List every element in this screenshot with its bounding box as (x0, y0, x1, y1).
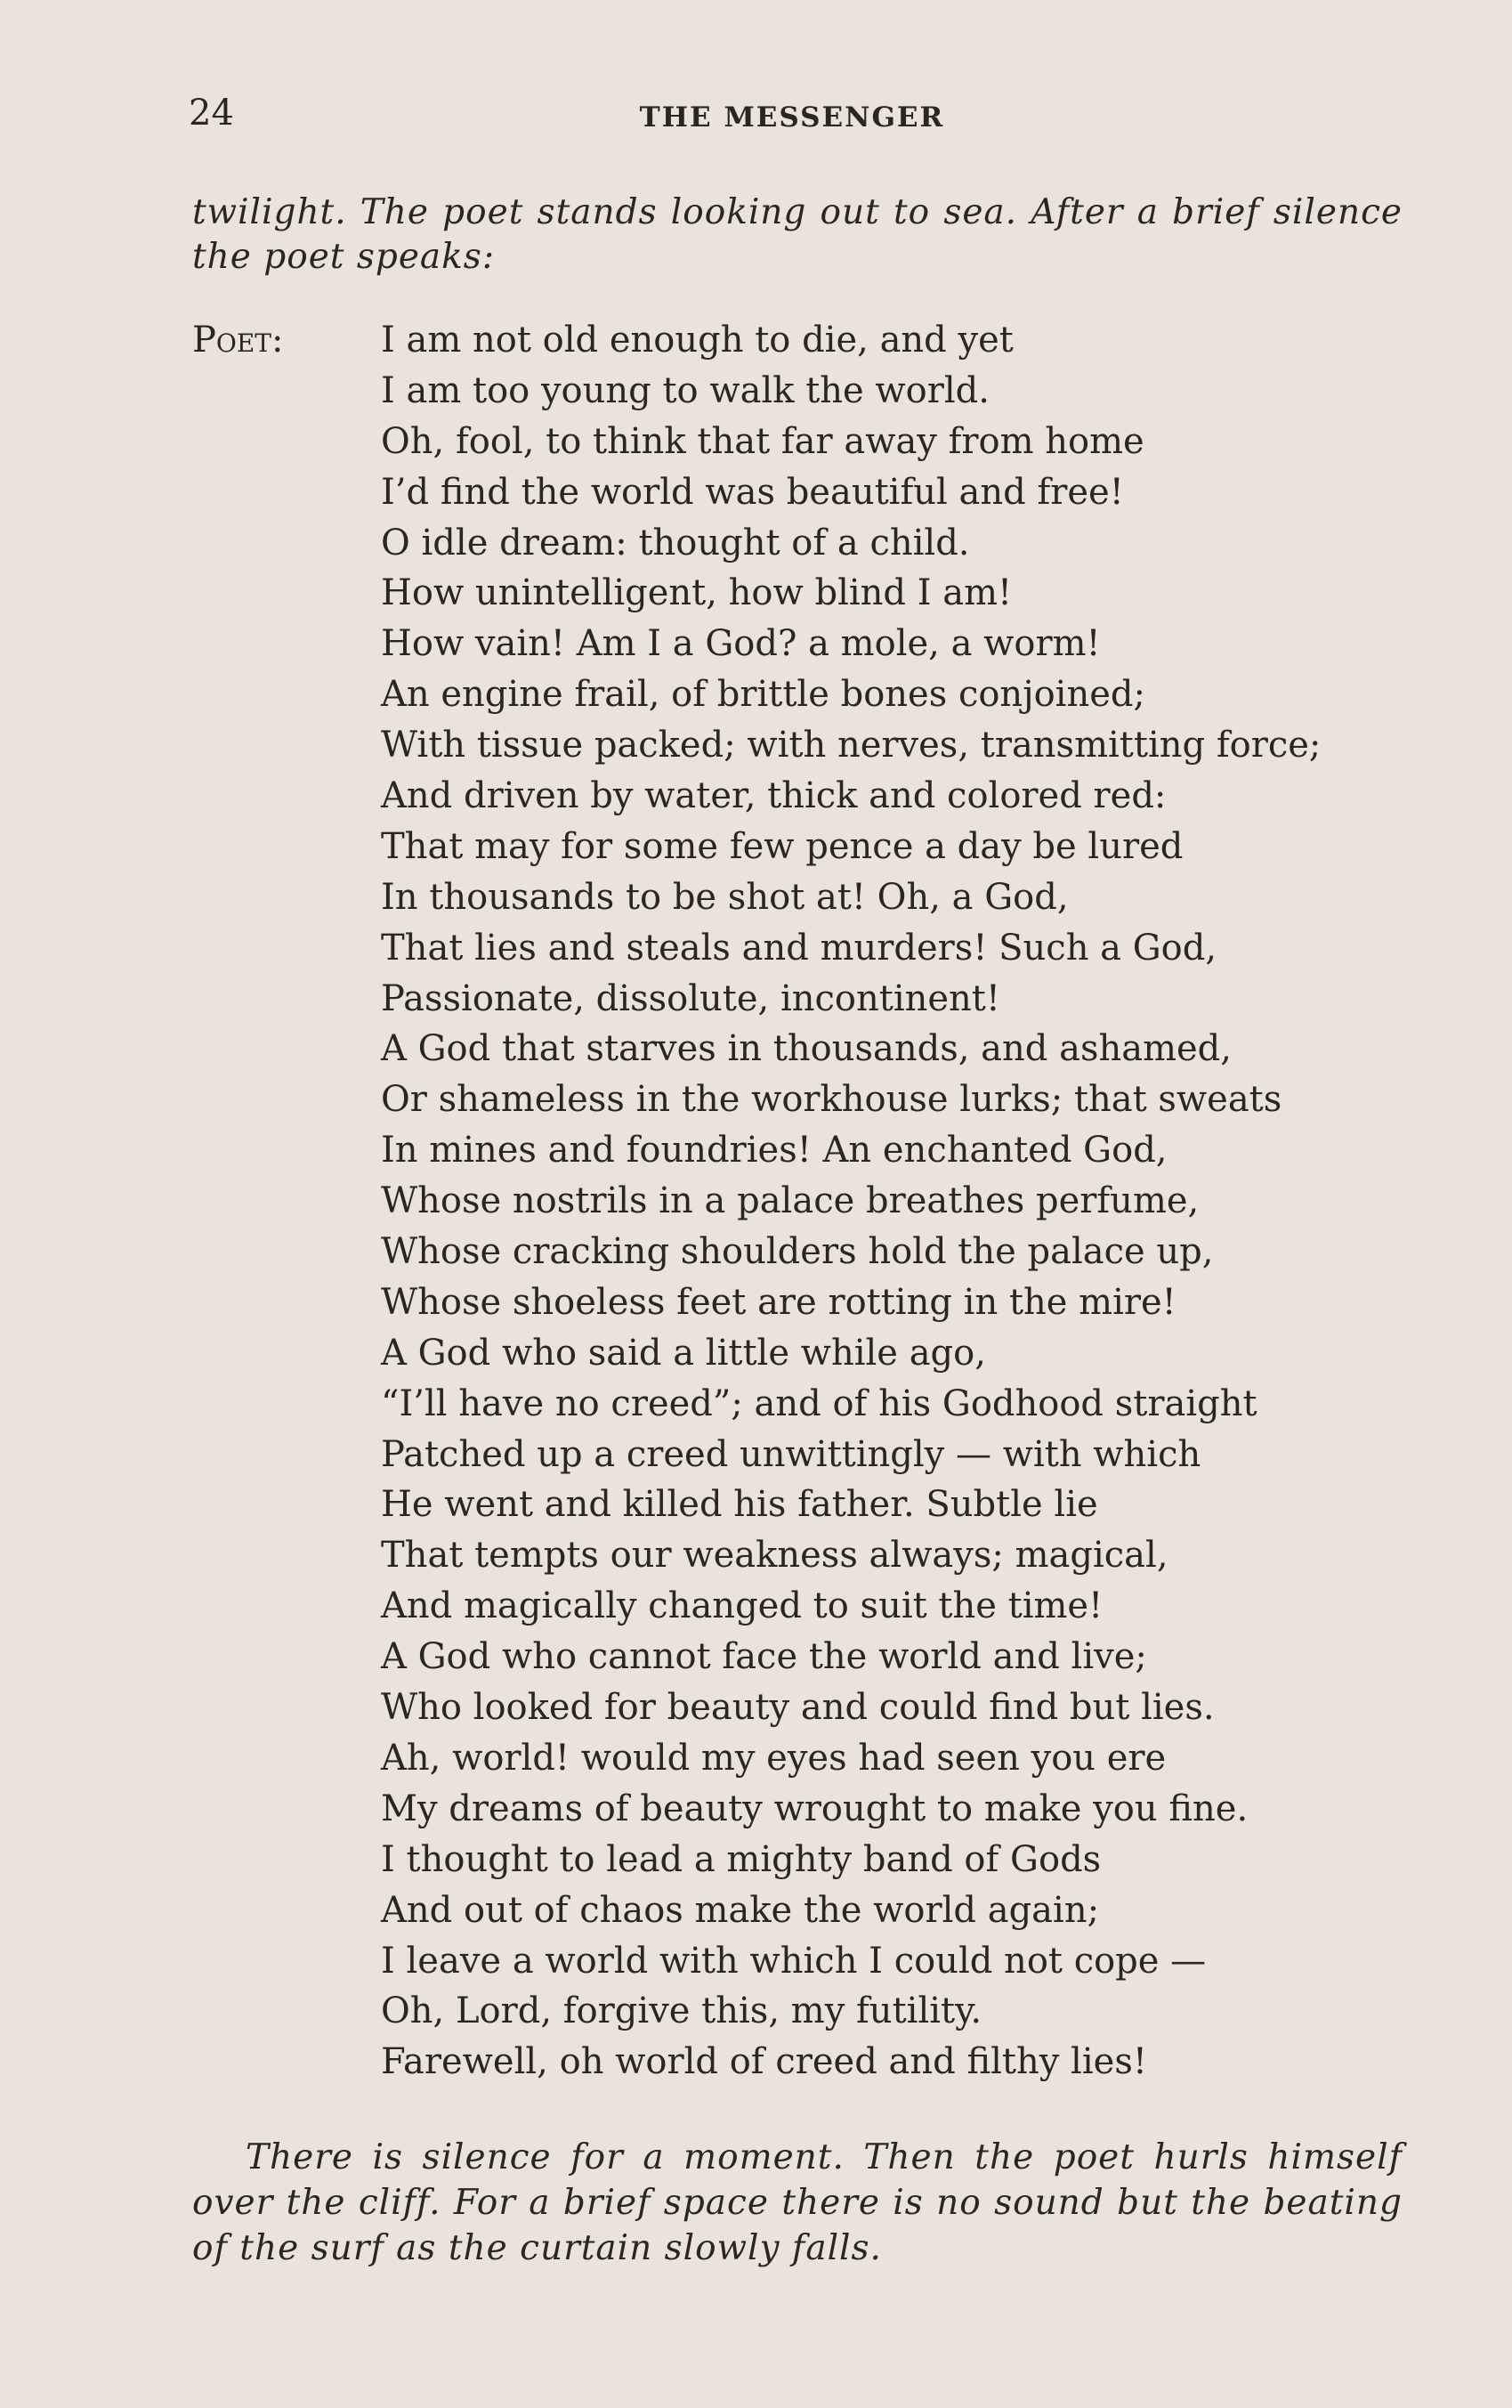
verse-line: Whose shoeless feet are rotting in the mire! (381, 1281, 1176, 1323)
verse-line: I am not old enough to die, and yet (381, 320, 1014, 361)
verse-line: That tempts our weakness always; magical, (381, 1535, 1168, 1577)
verse-line: I leave a world with which I could not cope — (381, 1940, 1207, 1982)
verse-block (381, 315, 1404, 2088)
verse-line: My dreams of beauty wrought to make you fine. (381, 1788, 1249, 1829)
verse-line: I am too young to walk the world. (381, 369, 990, 411)
verse-line: In mines and foundries! An enchanted God, (381, 1130, 1168, 1172)
stage-direction-top: twilight. The poet stands looking out to sea. After a brief silence the poet speaks: (192, 192, 1403, 277)
verse-line: Oh, Lord, forgive this, my futility. (381, 1990, 982, 2032)
verse-line: Or shameless in the workhouse lurks; that sweats (381, 1079, 1282, 1121)
verse-line: And magically changed to suit the time! (381, 1585, 1104, 1627)
verse-line: Whose nostrils in a palace breathes perfume, (381, 1180, 1200, 1222)
verse-line: And driven by water, thick and colored red: (381, 775, 1167, 817)
verse-line: “I’ll have no creed”; and of his Godhood straight (381, 1382, 1257, 1424)
verse-line: Patched up a creed unwittingly — with which (381, 1433, 1201, 1475)
verse-line: Ah, world! would my eyes had seen you ere (381, 1737, 1167, 1779)
verse-line: I thought to lead a mighty band of Gods (381, 1838, 1102, 1880)
verse-line: That may for some few pence a day be lured (381, 825, 1184, 867)
verse-line: O idle dream: thought of a child. (381, 522, 970, 563)
verse-line: He went and killed his father. Subtle lie (381, 1484, 1098, 1526)
page-number: 24 (189, 93, 234, 134)
verse-line: A God that starves in thousands, and ashamed, (381, 1028, 1232, 1070)
verse-line: Passionate, dissolute, incontinent! (381, 977, 1000, 1019)
verse-line: Oh, fool, to think that far away from home (381, 420, 1144, 462)
stage-direction-bottom: There is silence for a moment. Then the poet hurls himself over the cliff. For a brief space there is no sound but the beating of the surf as the curtain slowly falls. (192, 2137, 1403, 2268)
verse-line: And out of chaos make the world again; (381, 1889, 1100, 1931)
verse-line: Whose cracking shoulders hold the palace up, (381, 1231, 1214, 1273)
verse-line: In thousands to be shot at! Oh, a God, (381, 876, 1069, 918)
running-head: THE MESSENGER (639, 101, 945, 134)
verse-line: With tissue packed; with nerves, transmitting force; (381, 725, 1322, 766)
speaker-label: Poet: (192, 320, 284, 361)
verse-line: How vain! Am I a God? a mole, a worm! (381, 623, 1101, 665)
verse-line: A God who cannot face the world and live; (381, 1636, 1147, 1678)
verse-line: Who looked for beauty and could find but lies. (381, 1687, 1215, 1729)
verse-line: Farewell, oh world of creed and filthy lies! (381, 2041, 1147, 2083)
verse-line: A God who said a little while ago, (381, 1332, 986, 1374)
verse-line: An engine frail, of brittle bones conjoined; (381, 674, 1145, 716)
verse-line: I’d find the world was beautiful and free! (381, 471, 1124, 513)
verse-line: How unintelligent, how blind I am! (381, 572, 1013, 614)
verse-line: That lies and steals and murders! Such a God, (381, 927, 1217, 969)
